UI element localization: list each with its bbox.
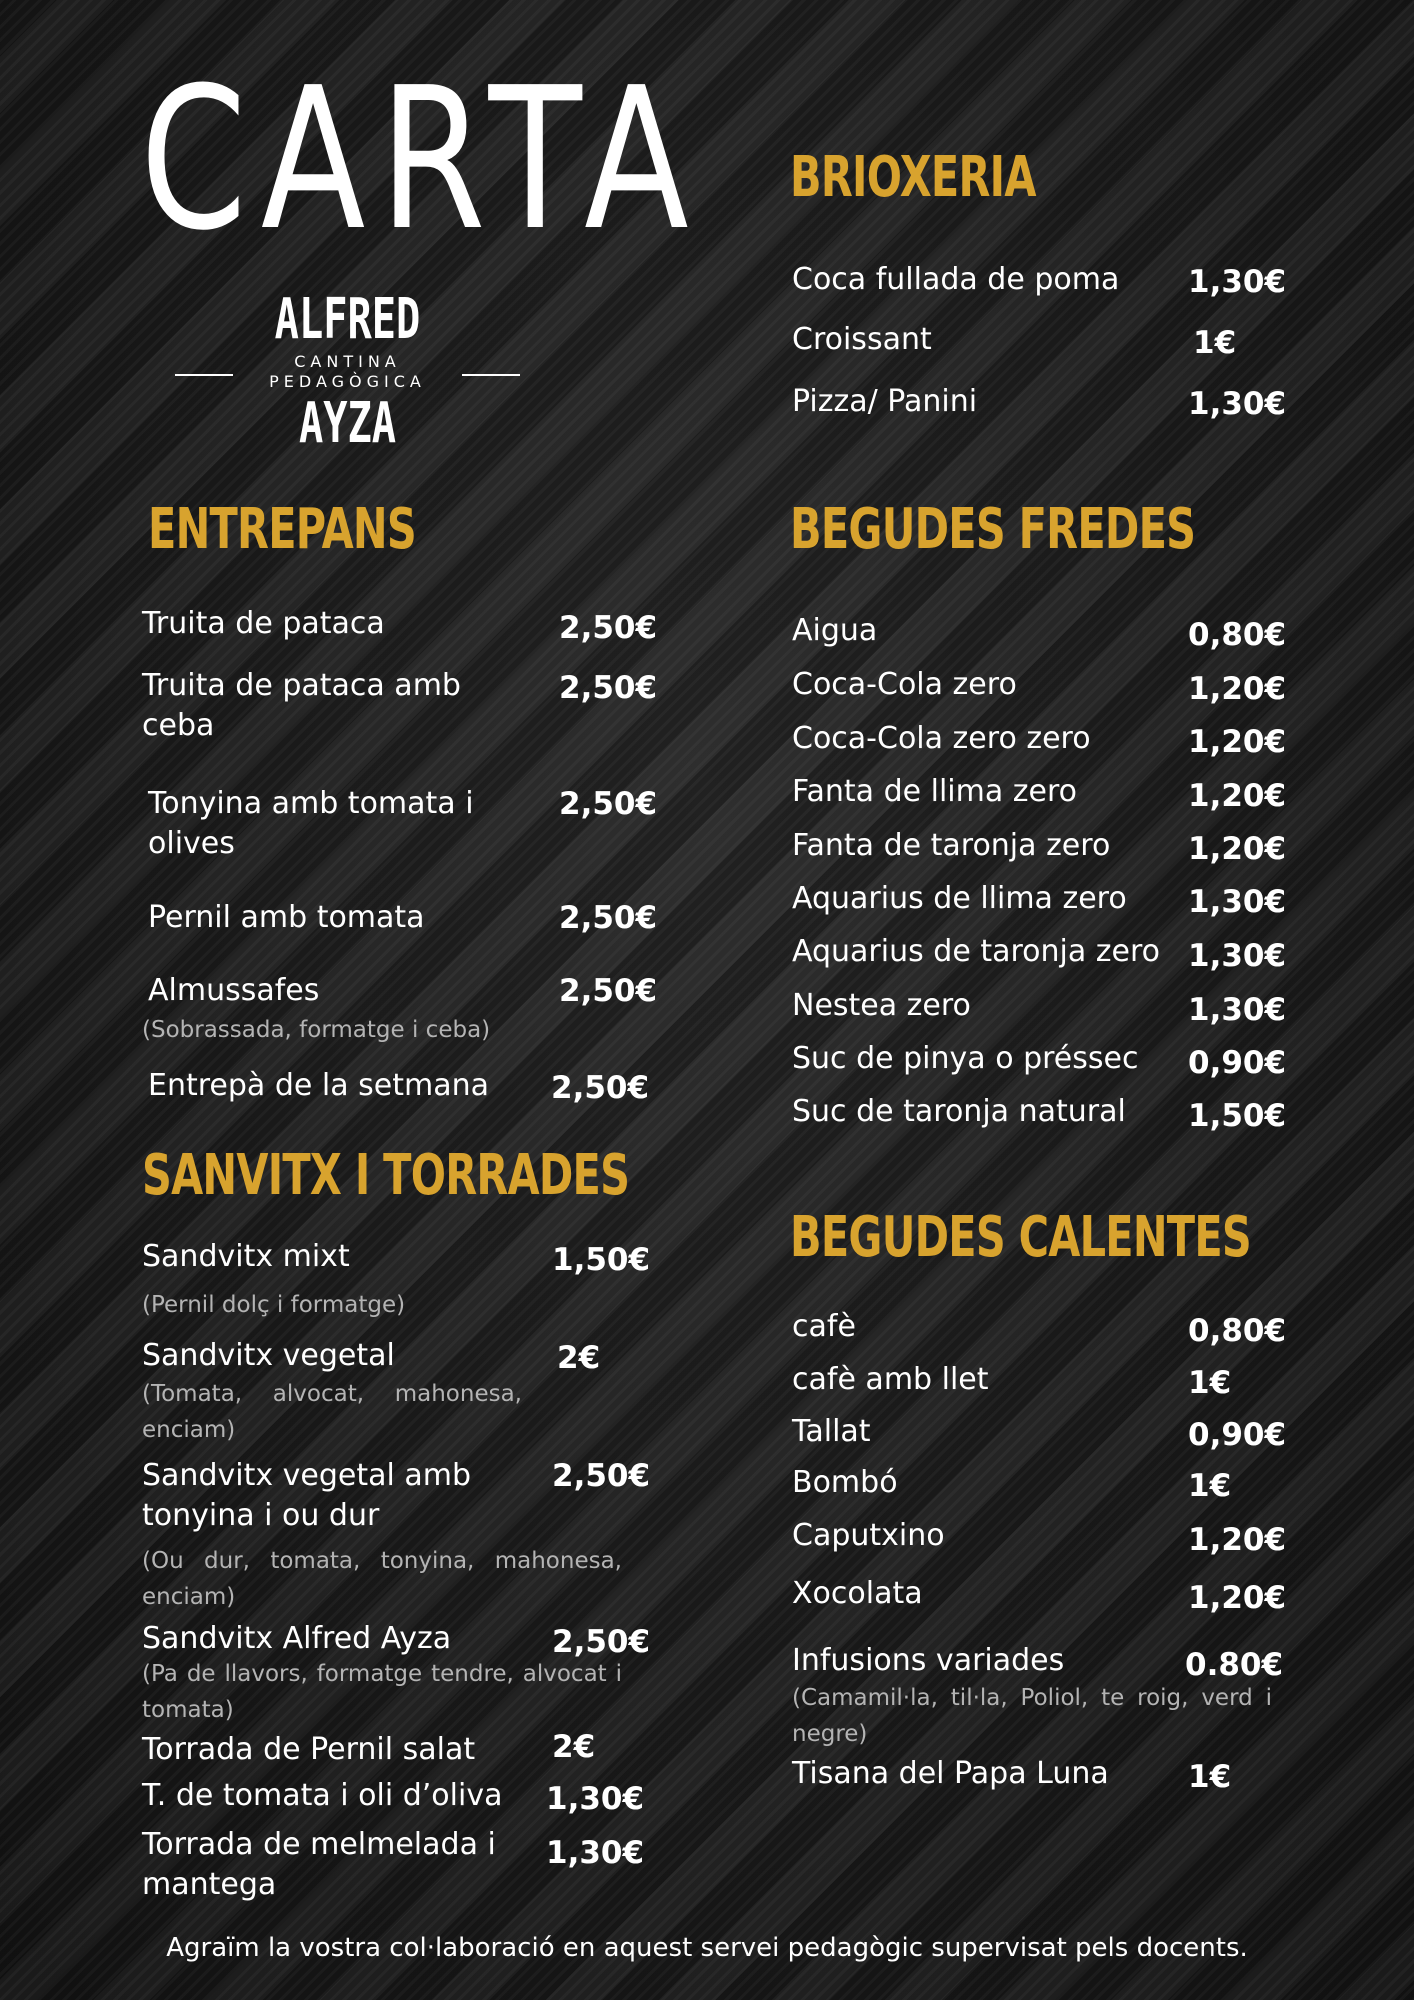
menu-item-name: Truita de pataca amb ceba — [142, 668, 461, 743]
logo-rule-right — [462, 374, 520, 376]
menu-item-price: 1,30€ — [1188, 884, 1287, 920]
menu-item-description: (Pa de llavors, formatge tendre, alvocat i tomata) — [142, 1661, 622, 1723]
menu-item-name: Fanta de llima zero — [792, 774, 1077, 809]
menu-item-price: 1€ — [1188, 1468, 1232, 1504]
menu-item-name: Xocolata — [792, 1576, 923, 1611]
menu-item-name: Bombó — [792, 1465, 898, 1500]
menu-item-name: Aquarius de taronja zero — [792, 934, 1160, 969]
menu-item-name: Almussafes — [148, 973, 320, 1008]
menu-item-name: Truita de pataca — [142, 606, 385, 641]
menu-item-price: 1,50€ — [1188, 1098, 1287, 1134]
menu-item-name: Fanta de taronja zero — [792, 828, 1111, 863]
menu-item-description: (Pernil dolç i formatge) — [142, 1292, 406, 1318]
menu-item-price: 2,50€ — [551, 1070, 650, 1106]
menu-item-price: 1,20€ — [1188, 778, 1287, 814]
menu-item-name: Torrada de melmelada i mantega — [142, 1827, 496, 1902]
menu-item-name: Tisana del Papa Luna — [792, 1756, 1109, 1791]
menu-item-price: 1€ — [1188, 1365, 1232, 1401]
menu-item-name: Coca-Cola zero zero — [792, 721, 1091, 756]
logo-word-bottom: AYZA — [298, 391, 397, 456]
section-heading-brioxeria: BRIOXERIA — [790, 145, 1036, 210]
menu-item-price: 2,50€ — [559, 973, 658, 1009]
menu-item-price: 1,30€ — [546, 1835, 645, 1871]
menu-item-name: Sandvitx Alfred Ayza — [142, 1621, 452, 1656]
menu-item-description: (Ou dur, tomata, tonyina, mahonesa, enciam) — [142, 1548, 622, 1610]
section-heading-entrepans: ENTREPANS — [148, 497, 416, 562]
menu-item-name: Sandvitx vegetal — [142, 1338, 395, 1373]
menu-item-name: Tallat — [792, 1414, 871, 1449]
menu-item-price: 1€ — [1193, 325, 1237, 361]
menu-item-description: (Tomata, alvocat, mahonesa, enciam) — [142, 1381, 522, 1443]
menu-item-name: Caputxino — [792, 1518, 945, 1553]
menu-item-price: 0,90€ — [1188, 1045, 1287, 1081]
menu-item-price: 0,80€ — [1188, 617, 1287, 653]
menu-item-name: cafè — [792, 1309, 856, 1344]
menu-item-description: (Camamil·la, til·la, Poliol, te roig, verd i negre) — [792, 1685, 1272, 1747]
menu-item-name: Pizza/ Panini — [792, 384, 978, 419]
menu-item-price: 2,50€ — [559, 786, 658, 822]
menu-item-name: Pernil amb tomata — [148, 900, 425, 935]
menu-item-price: 1,20€ — [1188, 831, 1287, 867]
menu-item-price: 2€ — [552, 1729, 596, 1765]
menu-item-price: 2,50€ — [559, 900, 658, 936]
menu-item-price: 1,20€ — [1188, 724, 1287, 760]
menu-item-price: 1,30€ — [1188, 992, 1287, 1028]
section-heading-begudes-fredes: BEGUDES FREDES — [790, 497, 1196, 562]
menu-item-name: T. de tomata i oli d’oliva — [142, 1778, 503, 1813]
menu-item-name: Torrada de Pernil salat — [142, 1732, 476, 1767]
menu-item-price: 1,30€ — [1188, 386, 1287, 422]
logo-subtitle-line2: PEDAGÒGICA — [269, 372, 426, 391]
menu-item-name: Aigua — [792, 613, 878, 648]
menu-item-price: 1,30€ — [1188, 938, 1287, 974]
menu-item-name: Sandvitx mixt — [142, 1239, 350, 1274]
menu-item-price: 2,50€ — [552, 1624, 651, 1660]
menu-item-price: 2€ — [557, 1340, 601, 1376]
menu-item-price: 1€ — [1188, 1759, 1232, 1795]
menu-item-price: 2,50€ — [552, 1458, 651, 1494]
menu-item-price: 1,30€ — [546, 1781, 645, 1817]
menu-item-price: 1,30€ — [1188, 264, 1287, 300]
menu-item-name: Entrepà de la setmana — [148, 1068, 489, 1103]
menu-item-price: 1,20€ — [1188, 1580, 1287, 1616]
menu-item-price: 1,20€ — [1188, 671, 1287, 707]
menu-item-name: Croissant — [792, 322, 932, 357]
menu-item-name: Coca-Cola zero — [792, 667, 1017, 702]
menu-item-name: Coca fullada de poma — [792, 262, 1120, 297]
menu-title: CARTA — [140, 46, 703, 274]
menu-item-name: cafè amb llet — [792, 1362, 989, 1397]
menu-item-name: Infusions variades — [792, 1643, 1065, 1678]
logo-subtitle-line1: CANTINA — [294, 352, 401, 371]
section-heading-begudes-calentes: BEGUDES CALENTES — [790, 1205, 1251, 1270]
footer-note: Agraïm la vostra col·laboració en aquest servei pedagògic supervisat pels docents. — [166, 1933, 1248, 1963]
cantina-logo — [175, 288, 520, 458]
menu-item-price: 2,50€ — [559, 610, 658, 646]
menu-item-price: 0,80€ — [1188, 1313, 1287, 1349]
menu-item-name: Aquarius de llima zero — [792, 881, 1127, 916]
menu-item-name: Sandvitx vegetal amb tonyina i ou dur — [142, 1458, 472, 1533]
menu-item-name: Suc de taronja natural — [792, 1094, 1126, 1129]
menu-item-name: Tonyina amb tomata i olives — [148, 786, 474, 861]
menu-item-description: (Sobrassada, formatge i ceba) — [142, 1017, 491, 1043]
menu-item-price: 1,20€ — [1188, 1522, 1287, 1558]
menu-item-price: 0.80€ — [1185, 1647, 1284, 1683]
menu-item-price: 0,90€ — [1188, 1417, 1287, 1453]
menu-item-price: 2,50€ — [559, 670, 658, 706]
menu-item-name: Nestea zero — [792, 988, 971, 1023]
menu-item-name: Suc de pinya o préssec — [792, 1041, 1139, 1076]
menu-item-price: 1,50€ — [552, 1242, 651, 1278]
logo-word-top: ALFRED — [274, 287, 421, 352]
section-heading-sanvitx: SANVITX I TORRADES — [142, 1143, 630, 1208]
